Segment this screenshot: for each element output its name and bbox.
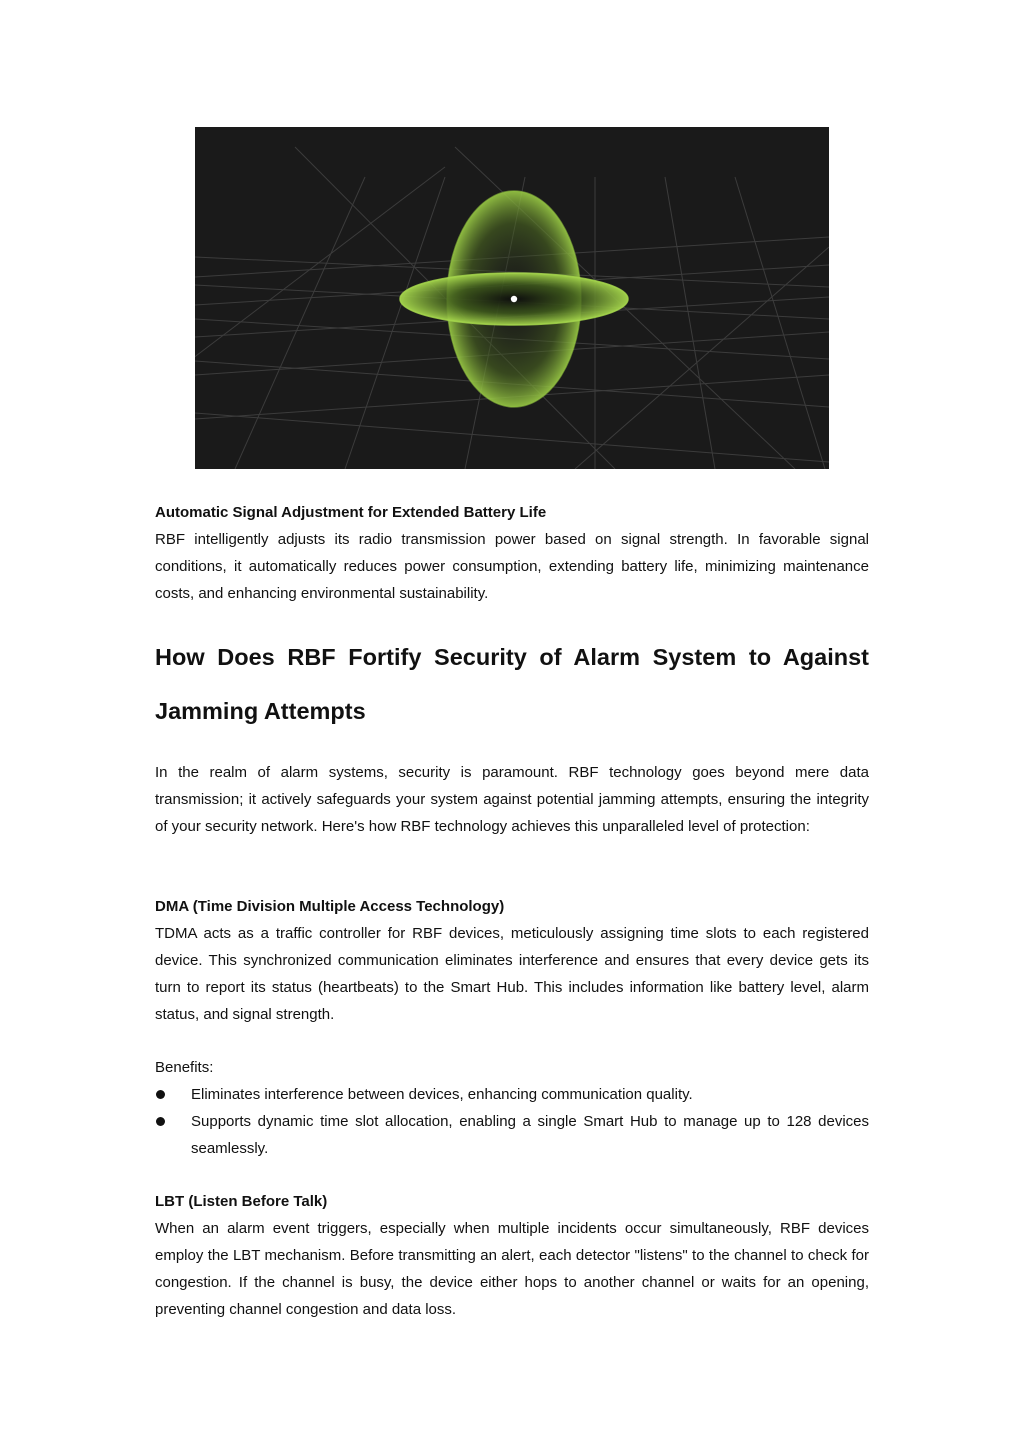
list-item	[155, 1081, 869, 1108]
radiation-pattern-svg	[195, 127, 829, 469]
bullet-icon	[156, 1117, 165, 1126]
benefit-text: Supports dynamic time slot allocation, enabling a single Smart Hub to manage up to 128 devices seamlessly.	[191, 1113, 869, 1157]
benefits-list	[155, 1081, 869, 1162]
security-section	[155, 630, 869, 738]
security-intro: In the realm of alarm systems, security is paramount. RBF technology goes beyond mere data transmission; it actively safeguards your system against potential jamming attempts, ensuring the integrity of your security network. Here's how RBF technology achieves this unparalleled level of protection:	[155, 764, 869, 835]
tdma-heading: DMA (Time Division Multiple Access Technology)	[155, 898, 505, 915]
benefits-label: Benefits:	[155, 1059, 214, 1076]
lbt-heading: LBT (Listen Before Talk)	[155, 1193, 328, 1210]
center-point	[511, 296, 517, 302]
lbt-body: When an alarm event triggers, especially when multiple incidents occur simultaneously, RBF devices employ the LBT mechanism. Before transmitting an alert, each detector "listens" to the channel to check for congestion. If the channel is busy, the device either hops to another channel or waits for an opening, preventing channel congestion and data loss.	[155, 1220, 869, 1318]
battery-section	[155, 499, 869, 607]
tdma-section	[155, 893, 869, 1028]
battery-heading: Automatic Signal Adjustment for Extended Battery Life	[155, 504, 547, 521]
security-intro-block	[155, 759, 869, 840]
lbt-section	[155, 1188, 869, 1323]
battery-body: RBF intelligently adjusts its radio transmission power based on signal strength. In favorable signal conditions, it automatically reduces power consumption, extending battery life, minimizing maintenance costs, and enhancing environmental sustainability.	[155, 531, 869, 602]
benefit-text: Eliminates interference between devices, enhancing communication quality.	[191, 1086, 693, 1103]
bullet-icon	[156, 1090, 165, 1099]
list-item	[155, 1108, 869, 1162]
security-title: How Does RBF Fortify Security of Alarm System to Against Jamming Attempts	[155, 644, 869, 724]
benefits-block	[155, 1054, 869, 1162]
radiation-pattern-figure	[195, 127, 829, 469]
tdma-body: TDMA acts as a traffic controller for RBF devices, meticulously assigning time slots to each registered device. This synchronized communication eliminates interference and ensures that every device gets its turn to report its status (heartbeats) to the Smart Hub. This includes information like battery level, alarm status, and signal strength.	[155, 925, 869, 1023]
